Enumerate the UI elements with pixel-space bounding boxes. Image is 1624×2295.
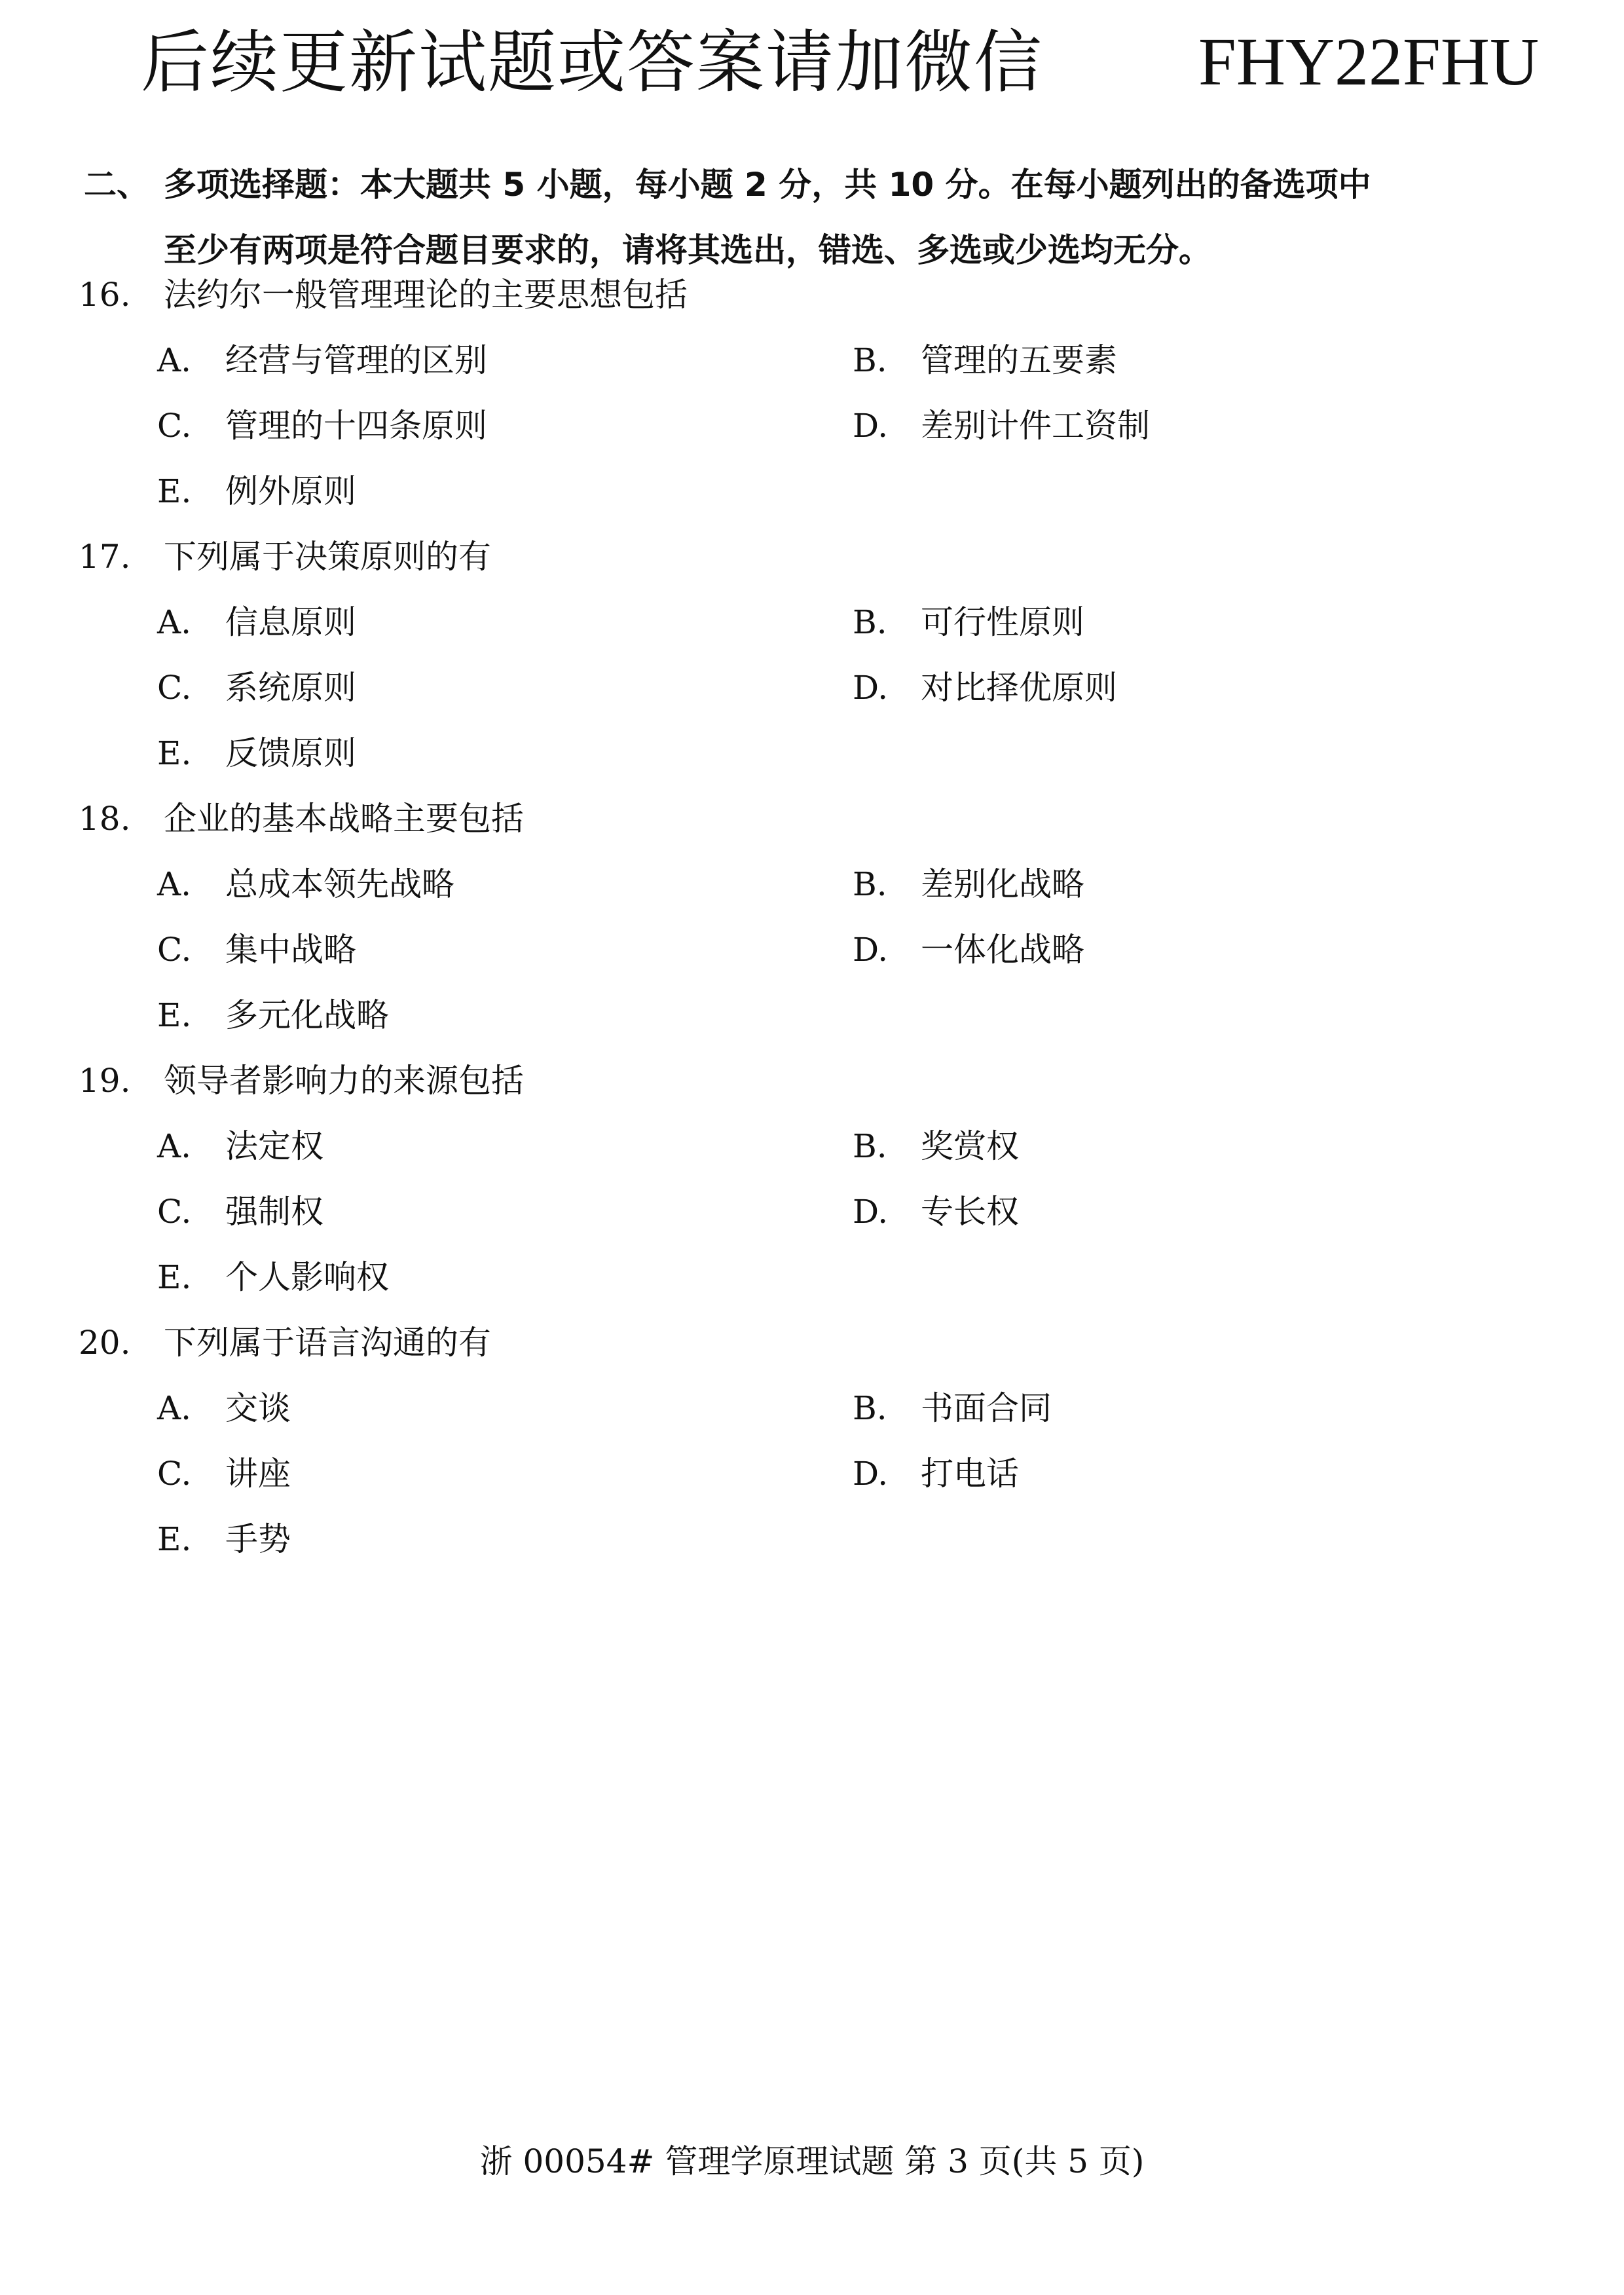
option-text: 反馈原则 [225,734,356,772]
option-d [853,655,1117,720]
option-a [157,1375,291,1441]
option-e [157,1506,291,1572]
option-letter: E. [157,996,192,1034]
option-text: 差别化战略 [921,865,1084,903]
option-letter: C. [157,1455,192,1493]
question-stem [79,786,524,851]
option-letter: B. [853,603,887,641]
option-text: 书面合同 [921,1389,1052,1427]
question-stem [79,262,688,327]
option-letter: C. [157,669,192,707]
question-number: 17. [79,538,131,576]
option-text: 对比择优原则 [921,669,1117,707]
option-letter: D. [853,1455,889,1493]
option-text: 管理的十四条原则 [225,407,487,445]
option-text: 讲座 [225,1455,291,1493]
question-text: 法约尔一般管理理论的主要思想包括 [164,276,688,314]
option-c [157,393,487,458]
option-text: 手势 [225,1520,291,1558]
option-letter: B. [853,341,887,379]
option-letter: A. [157,1127,192,1165]
option-text: 专长权 [921,1193,1019,1231]
question-text: 领导者影响力的来源包括 [164,1062,524,1100]
option-d [853,1441,1019,1506]
question-number: 16. [79,276,131,314]
option-letter: A. [157,603,192,641]
option-letter: A. [157,865,192,903]
option-text: 奖赏权 [921,1127,1019,1165]
option-c [157,917,356,982]
option-letter: E. [157,472,192,510]
question-number: 19. [79,1062,131,1100]
option-a [157,1113,323,1179]
option-text: 强制权 [225,1193,323,1231]
option-d [853,1179,1019,1244]
option-text: 多元化战略 [225,996,389,1034]
section-instructions-line-1: 多项选择题：本大题共 5 小题，每小题 2 分，共 10 分。在每小题列出的备选项中 [164,166,1371,204]
option-c [157,655,356,720]
option-letter: D. [853,1193,889,1231]
option-letter: E. [157,734,192,772]
question-text: 下列属于决策原则的有 [164,538,491,576]
option-letter: B. [853,865,887,903]
question-stem [79,524,491,589]
option-text: 个人影响权 [225,1258,389,1296]
option-text: 法定权 [225,1127,323,1165]
option-e [157,982,389,1048]
option-b [853,1113,1019,1179]
option-text: 经营与管理的区别 [225,341,487,379]
option-b [853,327,1117,393]
question-text: 下列属于语言沟通的有 [164,1324,491,1362]
option-letter: E. [157,1520,192,1558]
question-stem [79,1048,524,1113]
option-text: 例外原则 [225,472,356,510]
question-stem [79,1310,491,1375]
option-text: 系统原则 [225,669,356,707]
page-footer: 浙 00054# 管理学原理试题 第 3 页(共 5 页) [479,2142,1145,2180]
option-letter: A. [157,1389,192,1427]
option-letter: D. [853,407,889,445]
option-text: 差别计件工资制 [921,407,1150,445]
watermark-banner [0,12,1624,110]
option-e [157,1244,389,1310]
option-text: 打电话 [921,1455,1019,1493]
section-instructions-line-2: 至少有两项是符合题目要求的，请将其选出，错选、多选或少选均无分。 [164,231,1211,269]
question-text: 企业的基本战略主要包括 [164,800,524,838]
option-b [853,1375,1052,1441]
option-a [157,327,487,393]
option-letter: D. [853,931,889,969]
question-number: 18. [79,800,131,838]
option-c [157,1179,323,1244]
option-b [853,851,1084,917]
option-a [157,589,356,655]
option-letter: E. [157,1258,192,1296]
banner-code: FHY22FHU [1198,24,1540,100]
banner-text: 后续更新试题或答案请加微信 [141,22,1044,102]
option-d [853,917,1084,982]
option-text: 集中战略 [225,931,356,969]
option-letter: C. [157,1193,192,1231]
option-text: 一体化战略 [921,931,1084,969]
option-e [157,720,356,786]
option-text: 管理的五要素 [921,341,1117,379]
option-text: 可行性原则 [921,603,1084,641]
option-letter: C. [157,931,192,969]
option-c [157,1441,291,1506]
option-letter: A. [157,341,192,379]
option-text: 交谈 [225,1389,291,1427]
option-letter: B. [853,1389,887,1427]
option-letter: C. [157,407,192,445]
option-text: 总成本领先战略 [225,865,454,903]
option-d [853,393,1150,458]
option-letter: B. [853,1127,887,1165]
option-b [853,589,1084,655]
option-a [157,851,454,917]
section-number: 二、 [84,166,149,204]
option-text: 信息原则 [225,603,356,641]
option-letter: D. [853,669,889,707]
option-e [157,458,356,524]
question-number: 20. [79,1324,131,1362]
